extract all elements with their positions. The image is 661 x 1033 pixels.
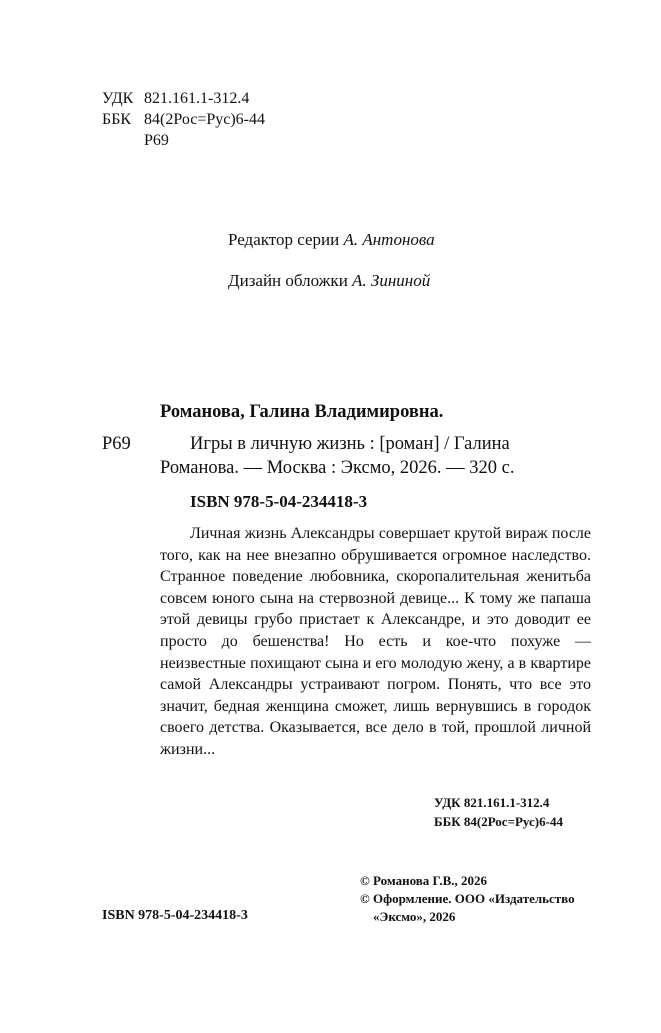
- author-mark-row: [102, 130, 265, 151]
- udk-row: [102, 88, 265, 109]
- series-editor-name: А. Антонова: [343, 230, 435, 249]
- bbk-row: [102, 109, 265, 130]
- cover-design-name: А. Зининой: [352, 271, 431, 290]
- copyright-line2: © Оформление. ООО «Издательство: [360, 891, 575, 906]
- copyright-line1: © Романова Г.В., 2026: [360, 873, 488, 888]
- bottom-udk: УДК 821.161.1-312.4: [434, 795, 550, 810]
- catalog-title-line2: Романова. — Москва : Эксмо, 2026. — 320 с.: [160, 458, 515, 478]
- series-editor-credit: [228, 230, 435, 250]
- catalog-code: Р69: [102, 434, 131, 454]
- isbn-bottom: ISBN 978-5-04-234418-3: [102, 908, 248, 923]
- udk-label: УДК: [102, 90, 134, 107]
- udk-value: 821.161.1-312.4: [144, 90, 250, 107]
- copyright-line3: «Эксмо», 2026: [373, 909, 456, 924]
- author-mark: Р69: [144, 132, 169, 149]
- bbk-value: 84(2Рос=Рус)6-44: [144, 111, 266, 128]
- classification-codes: [102, 88, 265, 151]
- catalog-author: Романова, Галина Владимировна.: [160, 402, 444, 422]
- catalog-isbn: ISBN 978-5-04-234418-3: [190, 492, 368, 511]
- cover-design-credit: [228, 271, 430, 291]
- series-editor-label: Редактор серии: [228, 230, 340, 249]
- annotation-text: Личная жизнь Александры совершает крутой вираж после того, как на нее внезапно обрушивается огромное наследство. Странное поведение любовника, скоропалительная женитьба совсем юного сына на стервозной девице... К тому же папаша этой девицы грубо пристает к Александре, и это доводит ее просто до бешенства! Но есть и кое-что похуже — неизвестные похищают сына и его молодую жену, а в квартире самой Александры устраивают погром. Понять, что все это значит, бедная женщина сможет, лишь вернувшись в городок своего детства. Оказывается, все дело в той, прошлой личной жизни...: [160, 525, 591, 758]
- catalog-title-line1: Игры в личную жизнь : [роман] / Галина: [190, 434, 510, 454]
- cover-design-label: Дизайн обложки: [228, 271, 348, 290]
- bottom-bbk: ББК 84(2Рос=Рус)6-44: [434, 814, 563, 829]
- bbk-label: ББК: [102, 111, 132, 128]
